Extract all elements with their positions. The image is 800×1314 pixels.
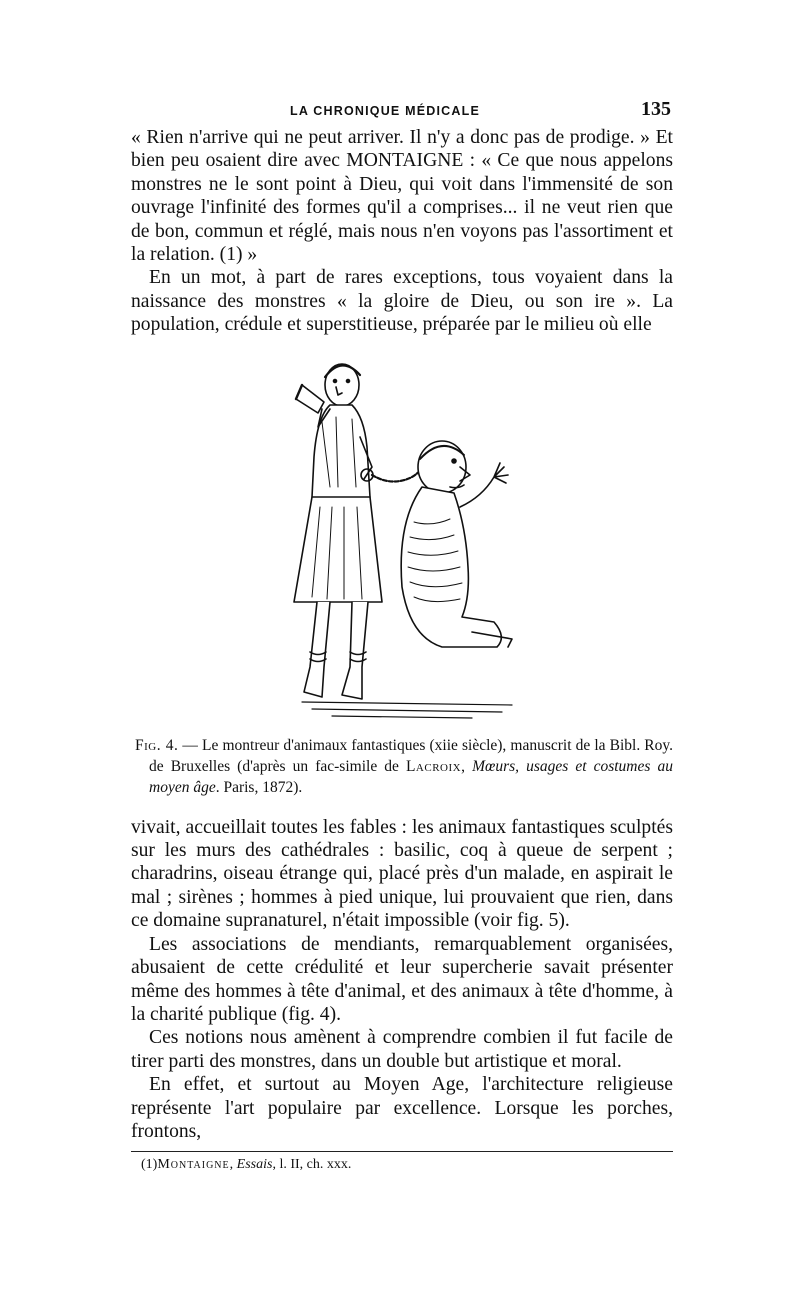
caption-work-title: Mœurs, usages et costumes au moyen âge	[149, 757, 673, 796]
footnote: (1)Montaigne, Essais, l. II, ch. xxx.	[141, 1157, 352, 1173]
page	[131, 96, 673, 1173]
paragraph-fables: vivait, accueillait toutes les fables : les animaux fantastiques sculptés sur les murs des cathédrales : basilic, coq à queue de serpent ; charadrins, oiseau étrange qui, placé près d'un malade, en aspirait le mal ; sirènes ; hommes à pied unique, lui prouvaient que rien, dans ce domaine supranaturel, n'était impossible (voir fig. 5).	[131, 816, 673, 932]
figure-caption: Fig. 4. — Le montreur d'animaux fantastiques (xiie siècle), manuscrit de la Bibl. Roy. de Bruxelles (d'après un fac-simile de Lacroix, Mœurs, usages et costumes au moyen âge. Paris, 1872).	[135, 736, 673, 796]
footnote-marker: (1)	[141, 1157, 158, 1173]
running-title: LA CHRONIQUE MÉDICALE	[290, 104, 481, 118]
caption-end: . Paris, 1872).	[215, 778, 303, 796]
page-number: 135	[641, 98, 671, 120]
paragraph-beggars: Les associations de mendiants, remarquablement organisées, abusaient de cette crédulité et leur supercherie savait présenter même des hommes à tête d'animal, et des animaux à tête d'homme, à la charité publique (fig. 4).	[131, 933, 673, 1025]
showman-engraving	[272, 347, 532, 727]
figure-illustration	[272, 347, 532, 727]
caption-figure-label: Fig. 4.	[135, 736, 179, 754]
paragraph-notions: Ces notions nous amènent à comprendre combien il fut facile de tirer parti des monstres, dans un double but artistique et moral.	[131, 1027, 673, 1072]
paragraph-architecture: En effet, et surtout au Moyen Age, l'architecture religieuse représente l'art populaire par excellence. Lorsque les porches, frontons,	[131, 1074, 673, 1142]
caption-author: Lacroix	[405, 757, 462, 775]
paragraph-monsters: En un mot, à part de rares exceptions, tous voyaient dans la naissance des monstres « la gloire de Dieu, ou son ire ». La population, crédule et superstitieuse, préparée par le milieu où elle	[131, 267, 673, 336]
caption-text: — Le montreur d'animaux fantastiques (xiie siècle), manuscrit de la Bibl. Roy. de Bruxelles (d'après un fac-simile de	[149, 736, 673, 775]
footnote-ref: , l. II, ch. xxx.	[272, 1157, 352, 1173]
footnote-work: Essais	[236, 1157, 273, 1173]
page-header	[131, 96, 673, 126]
footnote-author: Montaigne	[157, 1157, 230, 1173]
paragraph-quote: « Rien n'arrive qui ne peut arriver. Il n'y a donc pas de prodige. » Et bien peu osaient dire avec MONTAIGNE : « Ce que nous appelons monstres ne le sont point à Dieu, qui voit dans l'immensité de son ouvrage l'infinité des formes qu'il a comprises... il ne veut rien que de bon, commun et réglé, mais nous n'en voyons pas l'assortiment et la relation. (1) »	[131, 127, 673, 266]
footnote-divider	[131, 1151, 673, 1152]
